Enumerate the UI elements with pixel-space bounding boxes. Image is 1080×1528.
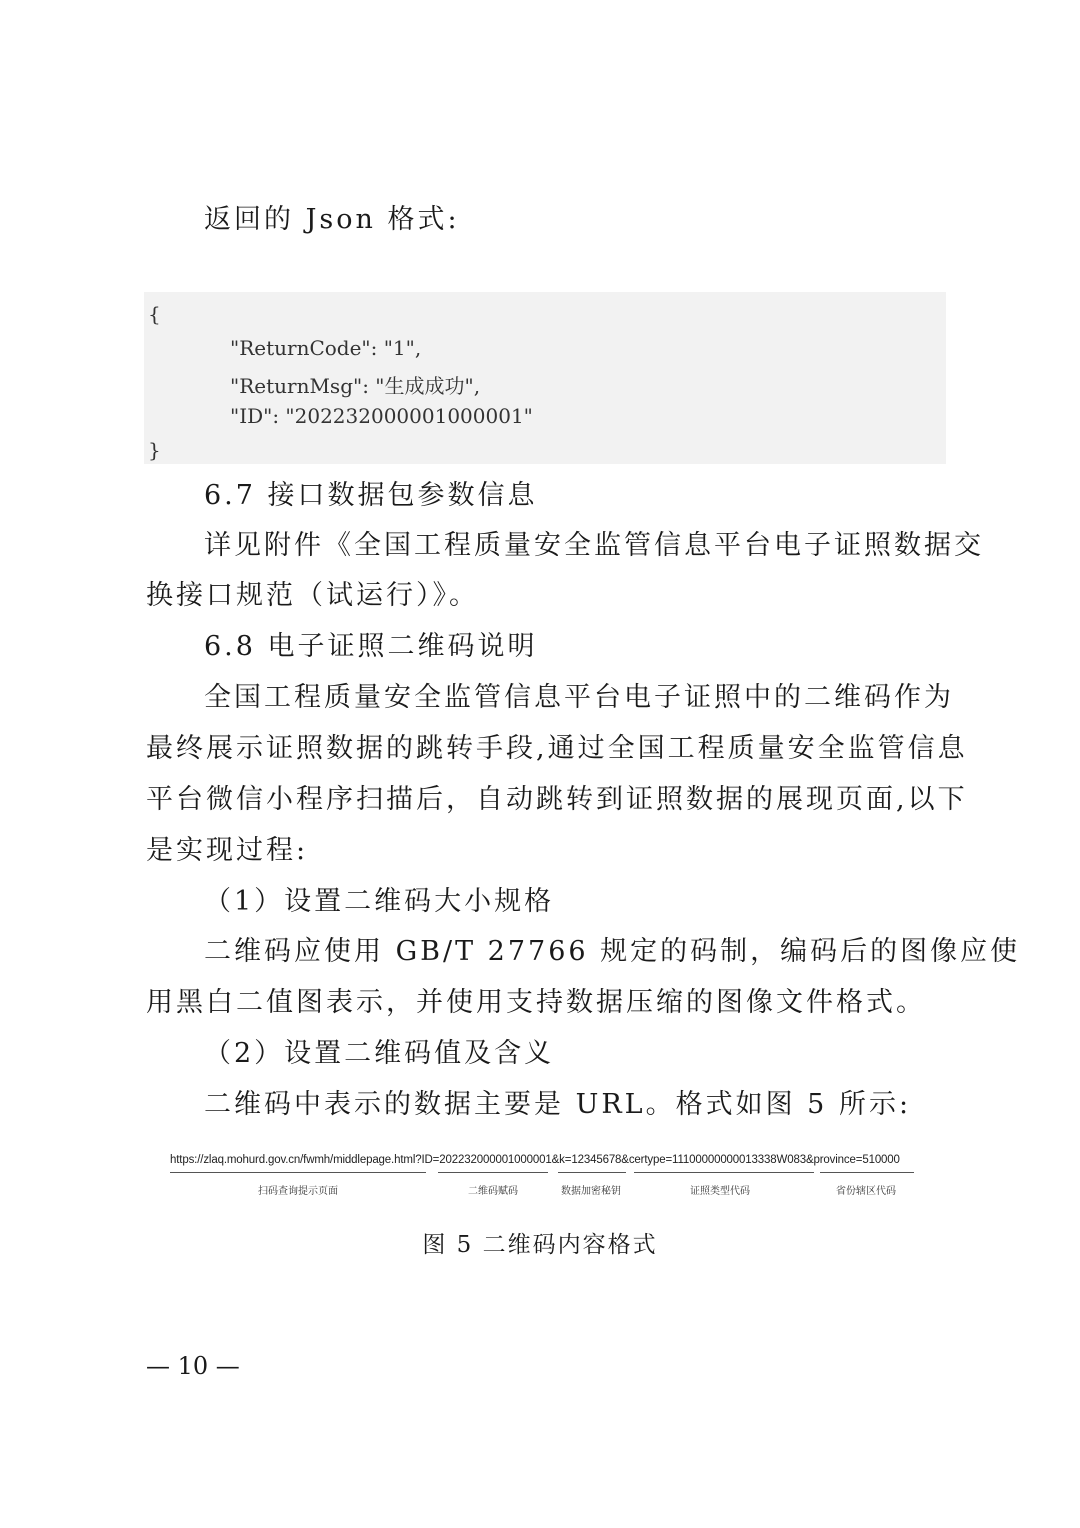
code-open-brace: {: [148, 302, 161, 326]
label-qr-assign: 二维码赋码: [468, 1186, 518, 1197]
label-encrypt-key: 数据加密秘钥: [561, 1186, 621, 1197]
section-6-7-heading: 6.7 接口数据包参数信息: [204, 480, 538, 511]
sub1-line1: 二维码应使用 GB/T 27766 规定的码制，编码后的图像应使: [204, 936, 1021, 967]
section-6-8-para-line2: 最终展示证照数据的跳转手段,通过全国工程质量安全监管信息: [146, 733, 968, 764]
intro-text: 返回的 Json 格式:: [204, 204, 460, 235]
label-cert-type: 证照类型代码: [690, 1186, 750, 1197]
segment-line-page: [170, 1172, 426, 1173]
sub1-heading: （1）设置二维码大小规格: [204, 886, 555, 917]
json-code-block: [144, 292, 946, 464]
sub1-line2: 用黑白二值图表示，并使用支持数据压缩的图像文件格式。: [146, 987, 926, 1018]
section-6-8-para-line3: 平台微信小程序扫描后，自动跳转到证照数据的展现页面,以下: [146, 784, 968, 815]
sub2-line1: 二维码中表示的数据主要是 URL。格式如图 5 所示:: [204, 1089, 912, 1120]
figure-caption: 图 5 二维码内容格式: [422, 1232, 658, 1258]
segment-line-id: [438, 1172, 548, 1173]
sub2-heading: （2）设置二维码值及含义: [204, 1038, 555, 1069]
code-line-returnmsg: "ReturnMsg": "生成成功",: [230, 374, 481, 398]
segment-line-province: [820, 1172, 914, 1173]
code-line-returncode: "ReturnCode": "1",: [230, 336, 422, 360]
segment-line-key: [558, 1172, 626, 1173]
section-6-7-para-line1: 详见附件《全国工程质量安全监管信息平台电子证照数据交: [204, 530, 984, 561]
code-line-id: "ID": "202232000001000001": [230, 404, 533, 428]
section-6-8-heading: 6.8 电子证照二维码说明: [204, 631, 538, 662]
section-6-8-para-line1: 全国工程质量安全监管信息平台电子证照中的二维码作为: [204, 682, 954, 713]
label-scan-page: 扫码查询提示页面: [258, 1186, 338, 1197]
label-province: 省份辖区代码: [836, 1186, 896, 1197]
section-6-8-para-line4: 是实现过程:: [146, 835, 309, 866]
qr-url-text: https://zlaq.mohurd.gov.cn/fwmh/middlepage.html?ID=202232000001000001&k=12345678&certype=11100000000013338W083&province=510000: [170, 1154, 900, 1166]
segment-line-certype: [634, 1172, 814, 1173]
section-6-7-para-line2: 换接口规范（试运行）》。: [146, 580, 479, 611]
code-close-brace: }: [148, 438, 161, 462]
page-number: — 10 —: [146, 1352, 240, 1380]
